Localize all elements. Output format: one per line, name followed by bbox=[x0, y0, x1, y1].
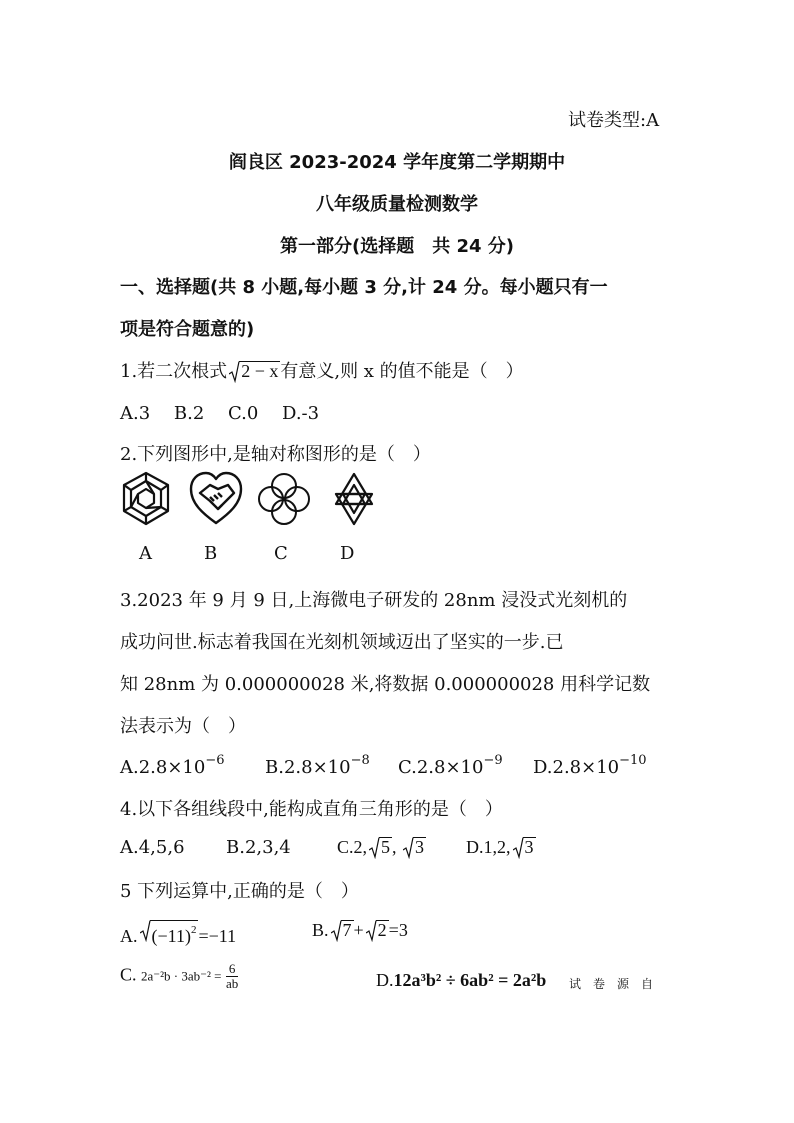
figure-d-interlaced-triangles bbox=[325, 471, 383, 527]
q4-option-d bbox=[466, 837, 536, 858]
source-watermark: 试 卷 源 自 bbox=[569, 977, 654, 991]
q5-option-a-result: =−11 bbox=[198, 926, 237, 946]
q3-option-c bbox=[398, 753, 503, 778]
q1-stem-pre: 1.若二次根式 bbox=[120, 361, 228, 382]
section-heading-cont: 项是符合题意的) bbox=[120, 319, 255, 340]
q3-option-b-exponent: −8 bbox=[350, 753, 370, 768]
exam-subtitle: 八年级质量检测数学 bbox=[316, 194, 478, 215]
q5-option-c-expression: 2a⁻²b · 3ab⁻² = bbox=[141, 968, 222, 984]
question-2-stem: 2.下列图形中,是轴对称图形的是（ ） bbox=[120, 444, 431, 465]
q5-option-c-prefix: C. bbox=[120, 964, 137, 985]
question-4-stem: 4.以下各组线段中,能构成直角三角形的是（ ） bbox=[120, 799, 503, 820]
q5-b-radicand-2: 2 bbox=[377, 920, 387, 940]
q4-option-c-prefix: C.2, bbox=[337, 837, 368, 857]
q3-option-c-base: C.2.8×10 bbox=[398, 757, 484, 778]
q4-option-c: C.2, 5 , 3 bbox=[337, 837, 425, 857]
q5-option-b bbox=[312, 920, 408, 941]
figure-label-c: C bbox=[274, 543, 288, 564]
q4-option-a: A.4,5,6 bbox=[120, 837, 185, 858]
figure-label-b: B bbox=[204, 543, 218, 564]
q5-option-a-prefix: A. bbox=[120, 926, 138, 946]
figure-a-hexagon-spiral bbox=[121, 471, 171, 526]
q5-c-numerator: 6 bbox=[226, 962, 238, 977]
q3-option-d-exponent: −10 bbox=[619, 753, 647, 768]
figure-c-four-circles bbox=[256, 471, 312, 527]
q4-d-radical bbox=[513, 837, 536, 858]
question-3-line-3: 知 28nm 为 0.000000028 米,将数据 0.000000028 用科学记数 bbox=[120, 674, 651, 695]
figure-label-d: D bbox=[340, 543, 355, 564]
q5-option-d bbox=[376, 970, 546, 991]
q5-b-plus: + bbox=[353, 920, 364, 940]
q3-option-b bbox=[265, 753, 370, 778]
q5-b-radical-1 bbox=[331, 920, 354, 941]
q4-d-radicand: 3 bbox=[524, 837, 534, 857]
q5-a-radicand-exponent: 2 bbox=[190, 924, 197, 936]
q4-c-radicand-2: 3 bbox=[415, 837, 425, 857]
q5-option-b-result: =3 bbox=[388, 920, 408, 940]
q5-a-radicand bbox=[150, 920, 199, 945]
q1-stem-post: 有意义,则 x 的值不能是（ ） bbox=[280, 361, 524, 382]
q4-c-radicand-1: 5 bbox=[381, 837, 391, 857]
question-3-line-2: 成功问世.标志着我国在光刻机领域迈出了坚实的一步.已 bbox=[120, 632, 564, 653]
question-3-line-1: 3.2023 年 9 月 9 日,上海微电子研发的 28nm 浸没式光刻机的 bbox=[120, 590, 628, 611]
q5-option-a bbox=[120, 920, 236, 947]
q5-b-radicand-1: 7 bbox=[342, 920, 352, 940]
exam-title: 阎良区 2023-2024 学年度第二学期期中 bbox=[228, 152, 566, 173]
q4-c-radical-2 bbox=[403, 837, 426, 858]
q5-option-d-expression: 12a³b² ÷ 6ab² = 2a²b bbox=[393, 970, 547, 990]
q4-option-b: B.2,3,4 bbox=[226, 837, 291, 858]
figure-b-heart-handshake bbox=[188, 471, 244, 526]
question-3-line-4: 法表示为（ ） bbox=[120, 716, 246, 737]
q3-option-a-base: A.2.8×10 bbox=[120, 757, 206, 778]
q4-option-d-prefix: D.1,2, bbox=[466, 837, 511, 857]
q5-b-radical-2 bbox=[366, 920, 389, 941]
q3-option-b-base: B.2.8×10 bbox=[265, 757, 351, 778]
q5-c-denominator: ab bbox=[226, 976, 239, 991]
q3-option-d-base: D.2.8×10 bbox=[533, 757, 620, 778]
q3-option-c-exponent: −9 bbox=[483, 753, 503, 768]
q5-option-c bbox=[120, 962, 238, 991]
q3-option-a-exponent: −6 bbox=[205, 753, 225, 768]
question-5-stem: 5 下列运算中,正确的是（ ） bbox=[120, 881, 359, 902]
q4-c-radical-1 bbox=[369, 837, 392, 858]
q5-c-fraction bbox=[226, 962, 238, 991]
q5-a-radicand-base: (−11) bbox=[151, 926, 191, 946]
q1-radical bbox=[229, 361, 280, 382]
question-1-stem bbox=[120, 357, 524, 383]
q1-radicand: 2 − x bbox=[241, 361, 279, 381]
q5-option-b-prefix: B. bbox=[312, 920, 329, 940]
part-one-title: 第一部分(选择题 共 24 分) bbox=[279, 236, 515, 257]
q5-a-radical bbox=[140, 920, 199, 947]
figure-label-a: A bbox=[139, 543, 152, 564]
question-1-options: A.3 B.2 C.0 D.-3 bbox=[120, 403, 320, 424]
q3-option-a bbox=[120, 753, 225, 778]
section-heading: 一、选择题(共 8 小题,每小题 3 分,计 24 分。每小题只有一 bbox=[120, 277, 608, 298]
q3-option-d bbox=[533, 753, 647, 778]
q5-option-d-prefix: D. bbox=[376, 970, 394, 990]
paper-type-label: 试卷类型:A bbox=[568, 110, 660, 131]
